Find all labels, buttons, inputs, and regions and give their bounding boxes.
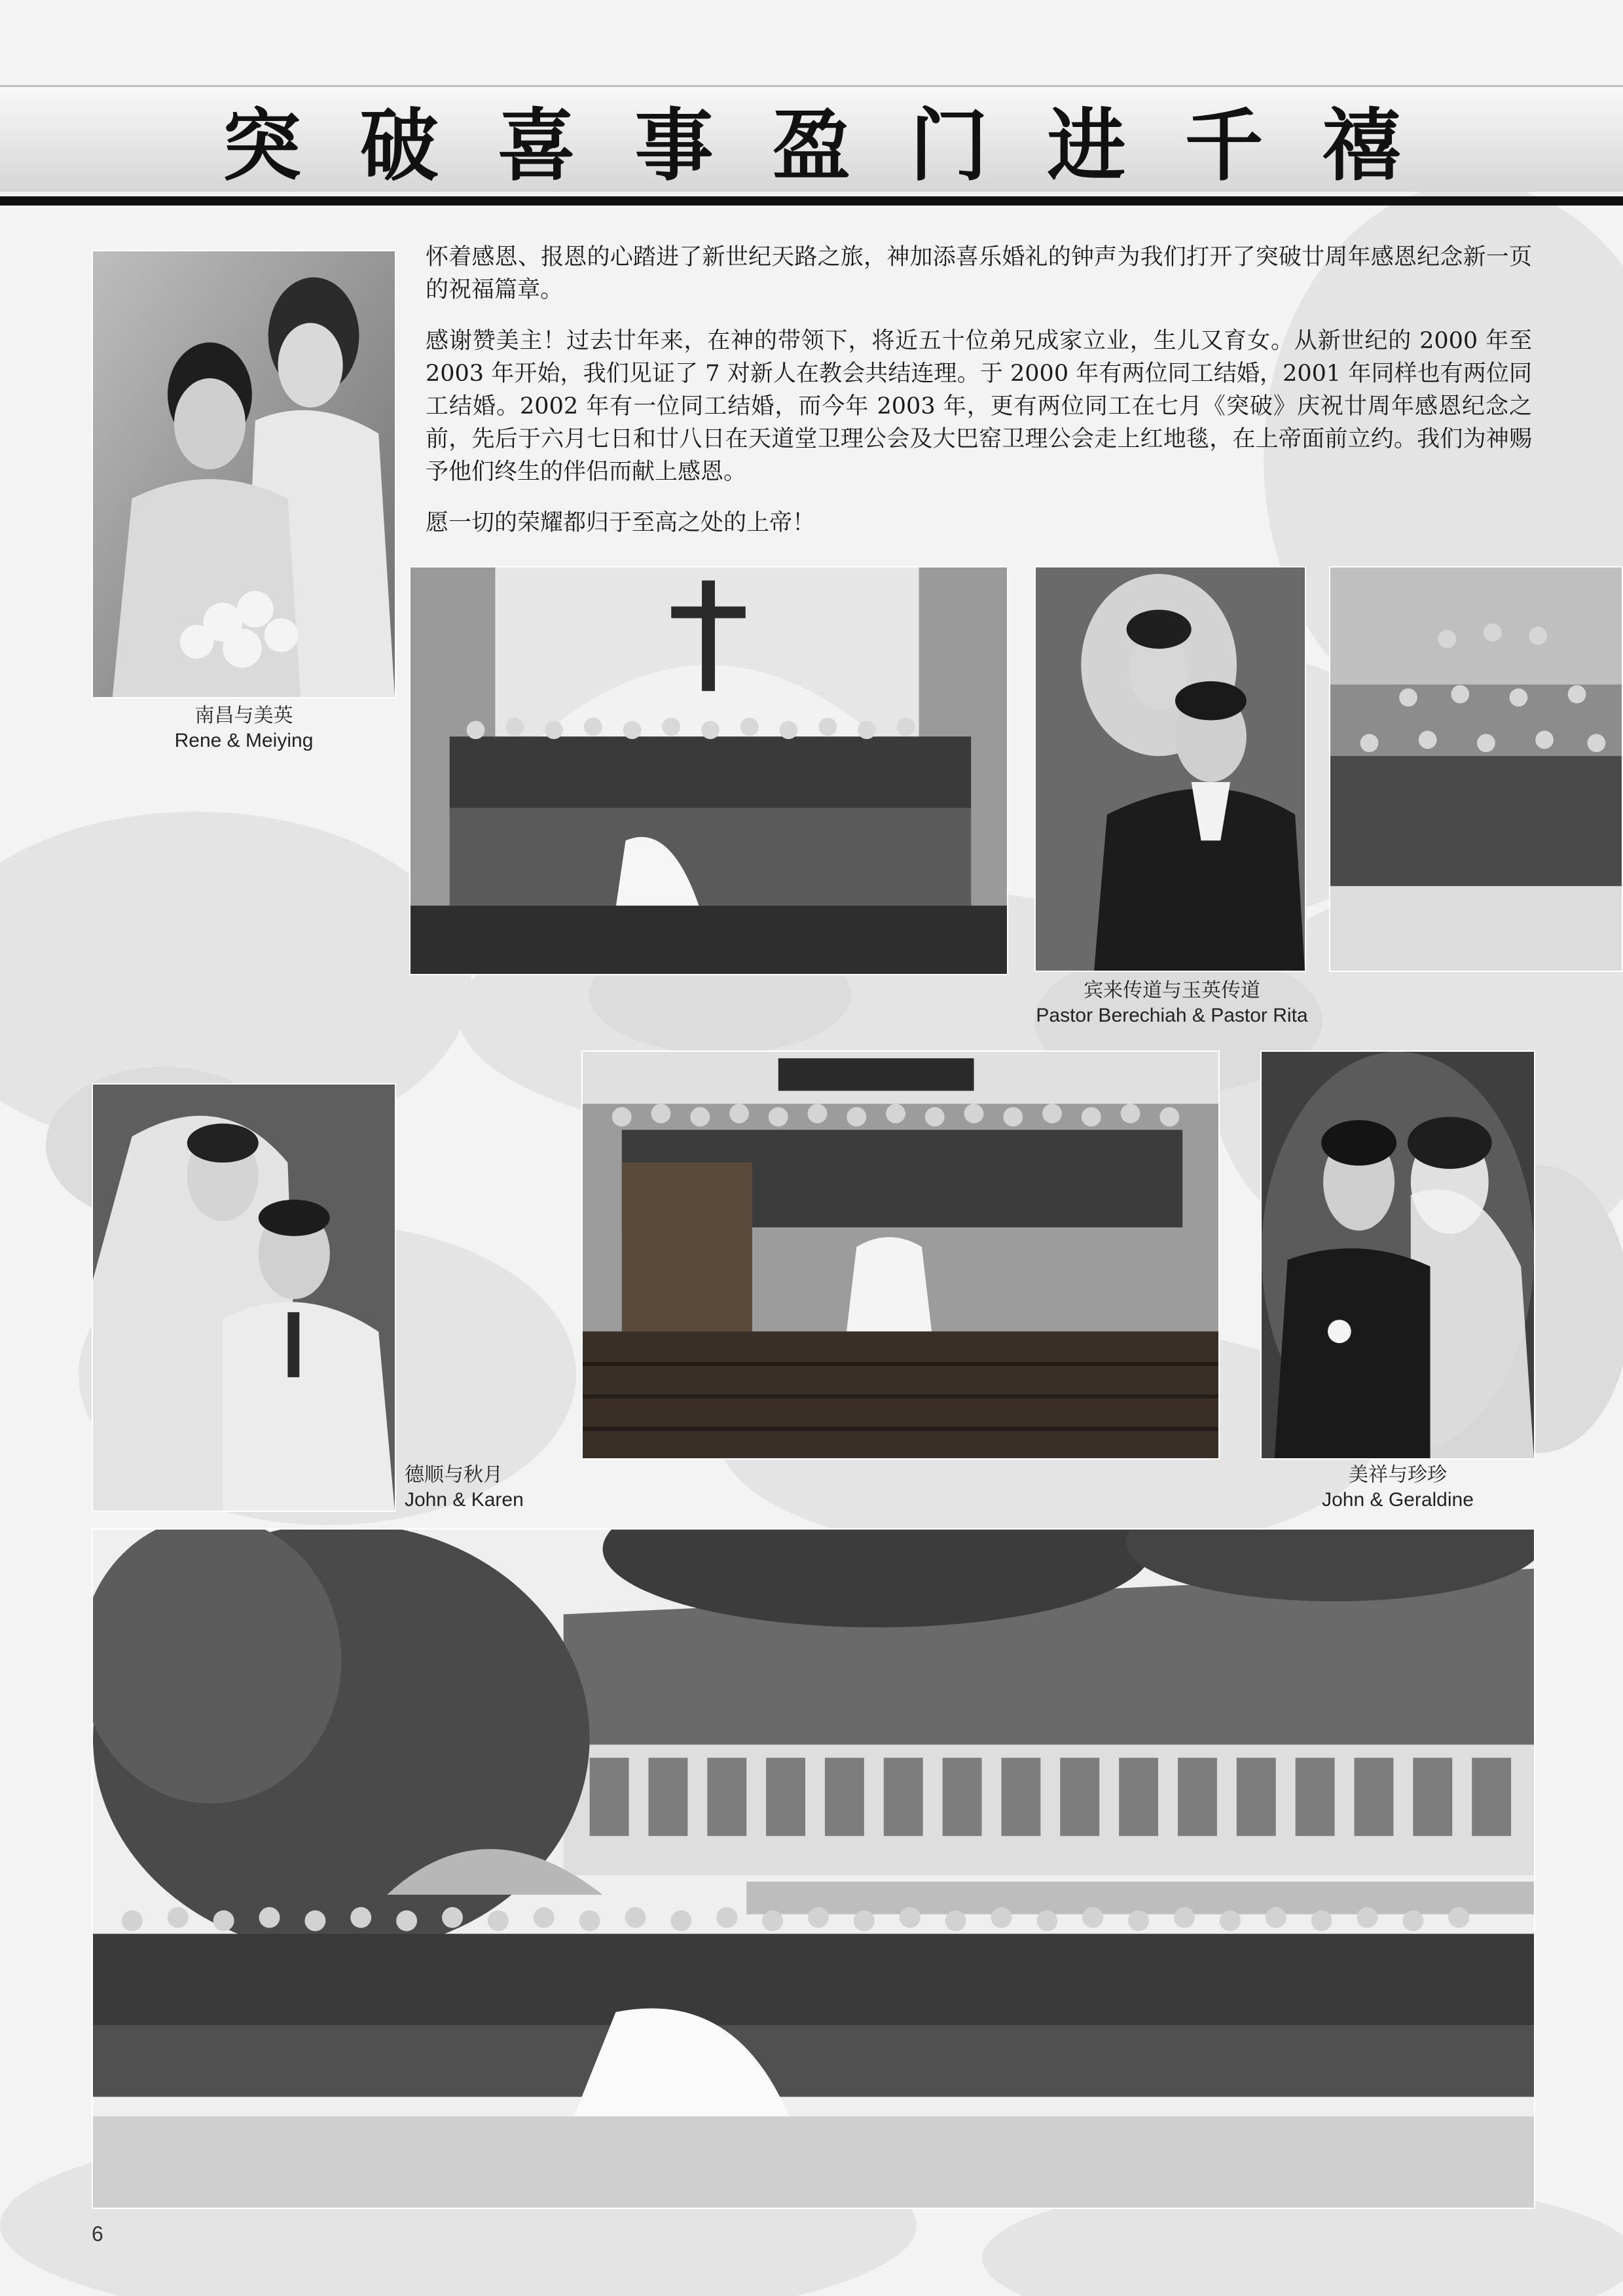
caption-zh: 南昌与美英 [194,704,293,727]
page-title: 突破喜事盈门进千禧 [222,99,1460,192]
caption-en: John & Geraldine [1322,1489,1474,1511]
caption-en: Pastor Berechiah & Pastor Rita [1036,1005,1308,1026]
caption-zh: 德顺与秋月 [405,1463,503,1486]
caption-john-karen [405,1463,601,1513]
photo-party-group [1329,566,1623,972]
title-rule [0,196,1623,206]
photo-berechiah-rita [1034,566,1306,972]
intro-paragraph-3: 愿一切的荣耀都归于至高之处的上帝！ [426,510,816,536]
caption-john-geraldine [1260,1463,1535,1513]
intro-paragraph-2: 感谢赞美主！过去廿年来，在神的带领下，将近五十位弟兄成家立业，生儿又育女。从新世纪的 2000 年至 2003 年开始，我们见证了 7 对新人在教会共结连理。于 2000 年有两位同工结婚，2001 年同样也有两位同工结婚。2002 年有一位同工结婚，而今年 2003 年，更有两位同工在七月《突破》庆祝廿周年感恩纪念之前，先后于六月七日和廿八日在天道堂卫理公会及大巴窑卫理公会走上红地毯，在上帝面前立约。我们为神赐予他们终生的伴侣而献上感恩。 [426,328,1532,485]
photo-outdoor-group [92,1528,1535,2209]
photo-john-geraldine [1260,1050,1535,1460]
photo-church-group [409,566,1008,975]
caption-rene-meiying [92,704,396,753]
caption-en: Rene & Meiying [174,730,314,751]
caption-en: John & Karen [405,1489,524,1511]
title-band [0,85,1623,192]
caption-zh: 美祥与珍珍 [1349,1463,1447,1486]
page-number: 6 [92,2222,103,2246]
photo-john-karen [92,1083,396,1512]
caption-berechiah-rita [1021,978,1322,1028]
intro-text [426,241,1532,558]
caption-zh: 宾来传道与玉英传道 [1084,979,1260,1002]
photo-chapel-group [581,1050,1220,1460]
intro-paragraph-1: 怀着感恩、报恩的心踏进了新世纪天路之旅，神加添喜乐婚礼的钟声为我们打开了突破廿周年感恩纪念新一页的祝福篇章。 [426,244,1532,303]
photo-rene-meiying [92,250,396,698]
